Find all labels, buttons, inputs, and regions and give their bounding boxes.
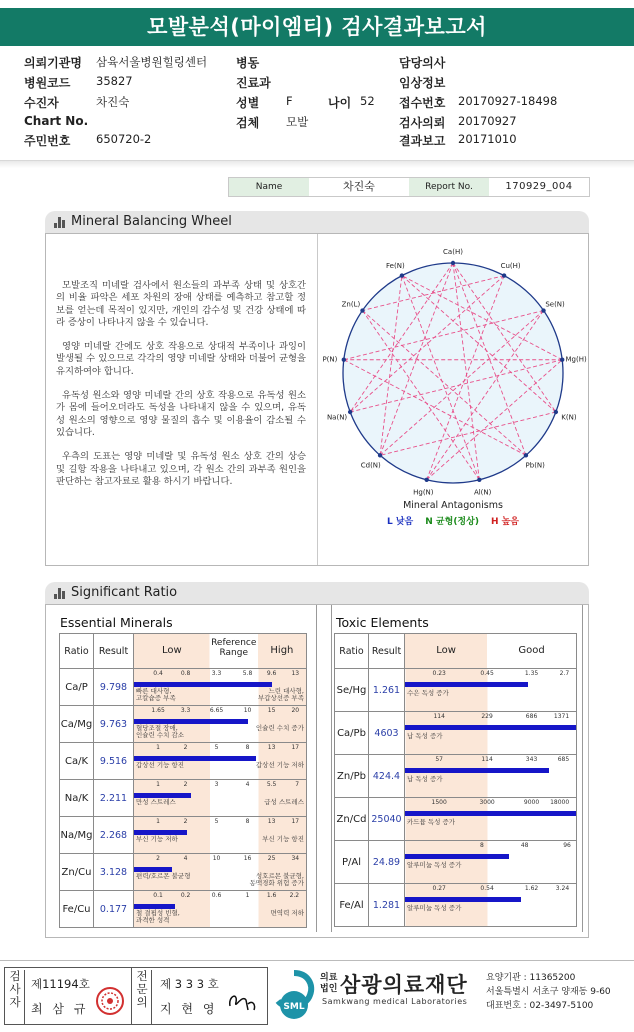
- col-low: Low: [436, 645, 456, 656]
- tick-label: 114: [433, 713, 445, 720]
- legend-item: H 높음: [490, 517, 519, 527]
- report-label: 결과보고: [399, 134, 446, 148]
- tick-label: 1.6: [266, 892, 277, 899]
- tick-label: 2: [183, 744, 188, 751]
- request-label: 검사의뢰: [399, 116, 446, 130]
- essential-title: Essential Minerals: [60, 615, 173, 630]
- ratio-high-note: 인슐린 수치 증가: [255, 724, 304, 732]
- tick-label: 0.1: [153, 892, 163, 899]
- tick-label: 686: [525, 713, 538, 720]
- ratio-result: 4603: [369, 712, 405, 755]
- chart-bars-icon: [54, 588, 66, 599]
- org-code: 요양기관 : 11365200: [486, 973, 576, 983]
- ratio-low-note: 철 결핍성 빈혈, 과격한 성격: [136, 909, 180, 924]
- sex-value: F: [286, 94, 293, 108]
- tick-label: 3.3: [211, 670, 222, 677]
- ratio-name: Na/Mg: [60, 817, 94, 854]
- clinical-label: 임상정보: [399, 76, 446, 90]
- ward-label: 병동: [236, 56, 260, 70]
- chart-bars-icon: [54, 217, 66, 228]
- tick-labels: [134, 855, 306, 864]
- examiner-no: 제11194호: [31, 977, 90, 991]
- wheel-node-label: Zn(L): [341, 300, 361, 309]
- tick-label: 3: [214, 781, 219, 788]
- ratio-value-bar: [405, 768, 549, 773]
- ratio-bar-cell: [405, 669, 577, 712]
- tick-label: 8: [480, 842, 484, 849]
- ratio-row: [335, 712, 577, 755]
- receipt-value: 20170927-18498: [458, 94, 558, 108]
- tick-label: 2: [156, 855, 160, 862]
- ratio-result: 9.763: [94, 706, 134, 743]
- doctor-label: 담당의사: [399, 56, 446, 70]
- ratio-name: Na/K: [60, 780, 94, 817]
- ratio-name: Se/Hg: [335, 669, 369, 712]
- org-prefix-2: 법인: [320, 984, 338, 994]
- col-ratio: Ratio: [60, 634, 94, 669]
- tick-labels: [134, 707, 306, 716]
- wheel-paragraph: 유독성 원소와 영양 미네랄 간의 상호 작용으로 유독성 원소가 몸에 들어오더라도 독성을 나타내지 않을 수 있으며, 유독성 원소의 영향으로 영양 물질의 흡수 및 이용율이 감소될 수 있습니다.: [56, 390, 306, 438]
- tick-label: 5: [214, 818, 219, 825]
- name-bar: [228, 177, 590, 197]
- col-ref: Reference Range: [211, 638, 257, 658]
- age-value: 52: [360, 94, 375, 108]
- tick-label: 685: [557, 756, 570, 763]
- ratio-heading-text: Significant Ratio: [71, 585, 178, 600]
- receipt-label: 접수번호: [399, 96, 446, 110]
- tick-label: 3.24: [555, 885, 570, 892]
- ratio-row: [335, 841, 577, 884]
- tick-label: 96: [563, 842, 571, 849]
- ratio-result: 0.177: [94, 891, 134, 928]
- tick-label: 0.6: [211, 892, 222, 899]
- ratio-value-bar: [405, 854, 509, 859]
- tick-label: 229: [481, 713, 493, 720]
- ratio-note: 알루미늄 독성 증가: [407, 904, 462, 912]
- specialist-box: [132, 967, 268, 1025]
- ratio-bar-cell: [405, 712, 577, 755]
- ratio-note: 납 독성 증가: [407, 732, 443, 740]
- ratio-result: 2.211: [94, 780, 134, 817]
- ratio-bar-cell: [405, 841, 577, 884]
- ratio-row: [60, 891, 307, 928]
- tick-label: 5: [214, 744, 219, 751]
- ratio-row: [60, 706, 307, 743]
- tick-label: 1500: [431, 799, 447, 806]
- org-address: 서울특별시 서초구 양재동 9-60: [486, 987, 611, 997]
- tick-label: 10: [243, 707, 252, 714]
- tick-labels: [134, 670, 306, 679]
- tick-label: 0.27: [432, 885, 446, 892]
- ratio-bar-cell: [134, 706, 307, 743]
- chart-label: Chart No.: [24, 114, 89, 128]
- wheel-node-dot: [554, 410, 558, 414]
- tick-label: 0.23: [432, 670, 446, 677]
- ratio-name: Zn/Cd: [335, 798, 369, 841]
- ratio-name: Ca/Pb: [335, 712, 369, 755]
- tick-label: 0.4: [153, 670, 163, 677]
- wheel-node-dot: [524, 453, 528, 457]
- patient-label: 수진자: [24, 96, 59, 110]
- ratio-heading: [45, 582, 589, 604]
- institution-value: 삼육서울병원힐링센터: [96, 55, 208, 69]
- org-prefix-1: 의료: [320, 973, 338, 983]
- ratio-bar-cell: [405, 884, 577, 927]
- ratio-result: 3.128: [94, 854, 134, 891]
- tick-label: 3000: [479, 799, 495, 806]
- specialist-no: 제 3 3 3 호: [160, 977, 219, 991]
- wheel-heading: [45, 211, 589, 233]
- tick-label: 15: [267, 707, 276, 714]
- wheel-node-dot: [477, 478, 481, 482]
- ratio-name: Fe/Al: [335, 884, 369, 927]
- wheel-node-dot: [541, 308, 545, 312]
- ratio-bar-cell: [134, 817, 307, 854]
- mineral-wheel-diagram: [318, 236, 588, 526]
- ratio-value-bar: [405, 725, 576, 730]
- ratio-low-note: 만성 스트레스: [136, 798, 176, 806]
- tick-labels: [405, 670, 576, 679]
- wheel-node-label: Cu(H): [500, 261, 521, 270]
- tick-label: 48: [520, 842, 529, 849]
- specimen-label: 검체: [236, 116, 260, 130]
- tick-label: 114: [481, 756, 493, 763]
- tick-labels: [405, 842, 576, 851]
- dept-label: 진료과: [236, 76, 271, 90]
- report-value: 20171010: [458, 132, 517, 146]
- wheel-node-label: Pb(N): [525, 461, 545, 470]
- name-value: 차진숙: [343, 180, 375, 193]
- wheel-node-label: K(N): [561, 413, 577, 422]
- tick-labels: [405, 756, 576, 765]
- ratio-row: [60, 817, 307, 854]
- patient-value: 차진숙: [96, 95, 130, 109]
- wheel-node-dot: [400, 273, 404, 277]
- tick-label: 2: [183, 781, 188, 788]
- ratio-name: Zn/Cu: [60, 854, 94, 891]
- tick-label: 1.62: [524, 885, 539, 892]
- org-prefix: [320, 973, 337, 995]
- tick-label: 0.2: [180, 892, 191, 899]
- tick-label: 1: [156, 818, 160, 825]
- ratio-note: 알루미늄 독성 증가: [407, 861, 462, 869]
- wheel-heading-text: Mineral Balancing Wheel: [71, 214, 232, 229]
- tick-label: 6.65: [209, 707, 224, 714]
- wheel-legend: [318, 514, 588, 527]
- tick-label: 0.8: [180, 670, 191, 677]
- tick-label: 57: [435, 756, 444, 763]
- footer: [0, 960, 634, 1032]
- wheel-node-label: Cd(N): [360, 461, 381, 470]
- col-good: Good: [518, 645, 545, 656]
- tick-label: 5.8: [242, 670, 253, 677]
- tick-label: 25: [267, 855, 276, 862]
- report-no-value: 170929_004: [505, 181, 573, 192]
- tick-label: 0.54: [480, 885, 494, 892]
- wheel-node-dot: [560, 358, 564, 362]
- tick-labels: [405, 885, 576, 894]
- tick-label: 18000: [550, 799, 570, 806]
- org-phone: 대표번호 : 02-3497-5100: [486, 1001, 594, 1011]
- tick-label: 5.5: [266, 781, 277, 788]
- toxic-title: Toxic Elements: [336, 615, 429, 630]
- ratio-name: Ca/P: [60, 669, 94, 706]
- tick-labels: [405, 713, 576, 722]
- institution-label: 의뢰기관명: [24, 56, 82, 70]
- tick-label: 0.45: [480, 670, 494, 677]
- ratio-name: Ca/K: [60, 743, 94, 780]
- seal-stamp-icon: [95, 986, 125, 1016]
- tick-label: 9.6: [266, 670, 277, 677]
- col-result: Result: [369, 634, 405, 669]
- tick-label: 13: [291, 670, 300, 677]
- ratio-low-note: 부신 기능 저하: [136, 835, 178, 843]
- report-title: 모발분석(마이엠티) 검사결과보고서: [0, 8, 634, 46]
- report-no-label: Report No.: [409, 178, 489, 196]
- ratio-value-bar: [405, 682, 528, 687]
- ratio-bar-cell: [134, 669, 307, 706]
- resident-value: 650720-2: [96, 132, 152, 146]
- legend-item: L 낮음: [387, 517, 414, 527]
- tick-labels: [405, 799, 576, 808]
- wheel-node-label: Se(N): [545, 300, 565, 309]
- wheel-node-dot: [342, 358, 346, 362]
- tick-label: 2.2: [289, 892, 300, 899]
- toxic-table: [334, 633, 577, 927]
- name-label: Name: [229, 178, 309, 196]
- specialist-label: 전문의: [134, 970, 152, 1024]
- sex-label: 성별: [236, 96, 260, 110]
- tick-label: 9000: [523, 799, 540, 806]
- tick-labels: [134, 818, 306, 827]
- ratio-row: [60, 854, 307, 891]
- tick-label: 2.7: [559, 670, 570, 677]
- ratio-row: [60, 780, 307, 817]
- wheel-node-label: P(N): [322, 355, 338, 364]
- wheel-node-label: Hg(N): [413, 488, 434, 497]
- legend-item: N 균형(정상): [425, 517, 479, 527]
- wheel-paragraph: 영양 미네랄 간에도 상호 작용으로 상대적 부족이나 과잉이 발생될 수 있으므로 각각의 영양 미네랄 상태와 더불어 균형을 유지하여야 합니다.: [56, 341, 306, 377]
- ratio-bar-cell: [405, 798, 577, 841]
- wheel-circle: [343, 263, 563, 483]
- tick-label: 3.3: [180, 707, 191, 714]
- tick-label: 4: [183, 855, 188, 862]
- tick-label: 1.65: [151, 707, 165, 714]
- wheel-node-label: Mg(H): [565, 355, 587, 364]
- tick-label: 1: [245, 892, 250, 899]
- specialist-name: 지 현 영: [160, 1002, 218, 1016]
- ratio-low-note: 갑상선 기능 항진: [136, 761, 185, 769]
- org-contact: [486, 971, 611, 1013]
- ratio-name: Fe/Cu: [60, 891, 94, 928]
- tick-label: 1371: [553, 713, 570, 720]
- specimen-value: 모발: [286, 115, 309, 129]
- wheel-description: [56, 280, 306, 500]
- ratio-result: 24.89: [369, 841, 405, 884]
- org-english-name: Samkwang medical Laboratories: [322, 997, 468, 1006]
- tick-label: 1: [156, 781, 160, 788]
- ratio-note: 수은 독성 증가: [407, 689, 449, 697]
- ratio-bar-cell: [134, 891, 307, 928]
- wheel-node-dot: [502, 273, 506, 277]
- ratio-high-note: 급성 스트레스: [264, 798, 304, 806]
- logo-text: SML: [283, 1002, 305, 1012]
- tick-label: 8: [245, 818, 250, 825]
- ratio-high-note: 부신 기능 항진: [262, 835, 304, 843]
- sml-logo-icon: [272, 967, 318, 1023]
- ratio-name: Zn/Pb: [335, 755, 369, 798]
- examiner-box: [4, 967, 132, 1025]
- ratio-note: 납 독성 증가: [407, 775, 443, 783]
- wheel-node-label: Al(N): [473, 488, 492, 497]
- ratio-row: [335, 669, 577, 712]
- hospital-code-label: 병원코드: [24, 76, 71, 90]
- examiner-name: 최 삼 규: [31, 1002, 89, 1016]
- ratio-name: Ca/Mg: [60, 706, 94, 743]
- ratio-bar-cell: [134, 743, 307, 780]
- col-result: Result: [94, 634, 134, 669]
- tick-labels: [134, 744, 306, 753]
- wheel-node-dot: [348, 410, 352, 414]
- ratio-row: [335, 884, 577, 927]
- wheel-node-dot: [424, 478, 428, 482]
- tick-label: 7: [295, 781, 300, 788]
- wheel-caption: Mineral Antagonisms: [403, 500, 503, 511]
- wheel-paragraph: 모발조직 미네랄 검사에서 원소들의 과부족 상태 및 상호간의 비율 파악은 세포 차원의 장애 상태를 예측하고 참고할 정보를 얻는데 목적이 있지만, 개인의 감수성 및 건강 상태에 따라 증상이 나타나지 않을 수 있습니다.: [56, 280, 306, 328]
- ratio-high-note: 성호르몬 불균형, 동맥경화 위험 증가: [249, 872, 304, 887]
- tick-labels: [134, 781, 306, 790]
- ratio-value-bar: [405, 811, 576, 816]
- tick-label: 17: [291, 818, 300, 825]
- ratio-row: [60, 669, 307, 706]
- resident-label: 주민번호: [24, 134, 71, 148]
- ratio-result: 1.281: [369, 884, 405, 927]
- tick-label: 8: [245, 744, 250, 751]
- tick-label: 13: [267, 818, 276, 825]
- examiner-label: 검사자: [7, 970, 25, 1024]
- ratio-value-bar: [405, 897, 521, 902]
- tick-labels: [134, 892, 306, 901]
- request-value: 20170927: [458, 114, 517, 128]
- essential-table: [59, 633, 307, 928]
- col-range: [405, 634, 577, 669]
- ratio-row: [335, 798, 577, 841]
- signature-icon: [224, 986, 260, 1016]
- tick-label: 13: [267, 744, 276, 751]
- ratio-bar-cell: [405, 755, 577, 798]
- tick-label: 10: [212, 855, 221, 862]
- tick-label: 1: [156, 744, 160, 751]
- wheel-node-dot: [360, 308, 364, 312]
- ratio-bar-cell: [134, 780, 307, 817]
- ratio-name: P/Al: [335, 841, 369, 884]
- ratio-low-note: 편력/호르몬 불균형: [136, 872, 191, 880]
- tick-label: 1.35: [524, 670, 539, 677]
- ratio-row: [60, 743, 307, 780]
- ratio-low-note: 빠른 대사형, 고칼슘증 부족: [136, 687, 176, 702]
- tick-label: 34: [291, 855, 300, 862]
- hospital-code-value: 35827: [96, 74, 133, 88]
- age-label: 나이: [328, 96, 352, 110]
- wheel-paragraph: 우측의 도표는 영양 미네랄 및 유독성 원소 상호 간의 상승 및 길항 작용을 나타내고 있으며, 각 원소 간의 과부족 원인을 판단하는 참고자료로 활용 하시기 바랍니다.: [56, 451, 306, 487]
- tick-label: 16: [243, 855, 252, 862]
- wheel-node-label: Na(N): [326, 413, 348, 422]
- tick-label: 20: [291, 707, 300, 714]
- ratio-result: 1.261: [369, 669, 405, 712]
- ratio-result: 25040: [369, 798, 405, 841]
- col-low: Low: [161, 645, 182, 656]
- tick-label: 17: [291, 744, 300, 751]
- ratio-bar-cell: [134, 854, 307, 891]
- ratio-note: 카드뮴 독성 증가: [407, 818, 456, 826]
- tick-label: 2: [183, 818, 188, 825]
- tick-label: 4: [245, 781, 250, 788]
- tick-label: 343: [525, 756, 538, 763]
- col-range: [134, 634, 307, 669]
- ratio-result: 9.798: [94, 669, 134, 706]
- ratio-high-note: 갑상선 기능 저하: [255, 761, 304, 769]
- wheel-node-label: Ca(H): [443, 248, 463, 256]
- ratio-low-note: 혈당조절 장애, 인슐린 수치 감소: [136, 724, 185, 739]
- ratio-result: 2.268: [94, 817, 134, 854]
- col-ratio: Ratio: [335, 634, 369, 669]
- wheel-node-label: Fe(N): [386, 261, 405, 270]
- wheel-node-dot: [378, 453, 382, 457]
- divider: [0, 160, 634, 168]
- wheel-node-dot: [451, 261, 455, 265]
- ratio-row: [335, 755, 577, 798]
- ratio-high-note: 느린 대사형, 부갑상선증 부족: [257, 687, 304, 702]
- ratio-result: 424.4: [369, 755, 405, 798]
- col-high: High: [270, 645, 294, 656]
- ratio-result: 9.516: [94, 743, 134, 780]
- ratio-high-note: 면역력 저하: [270, 909, 304, 917]
- org-name: 삼광의료재단: [340, 973, 468, 997]
